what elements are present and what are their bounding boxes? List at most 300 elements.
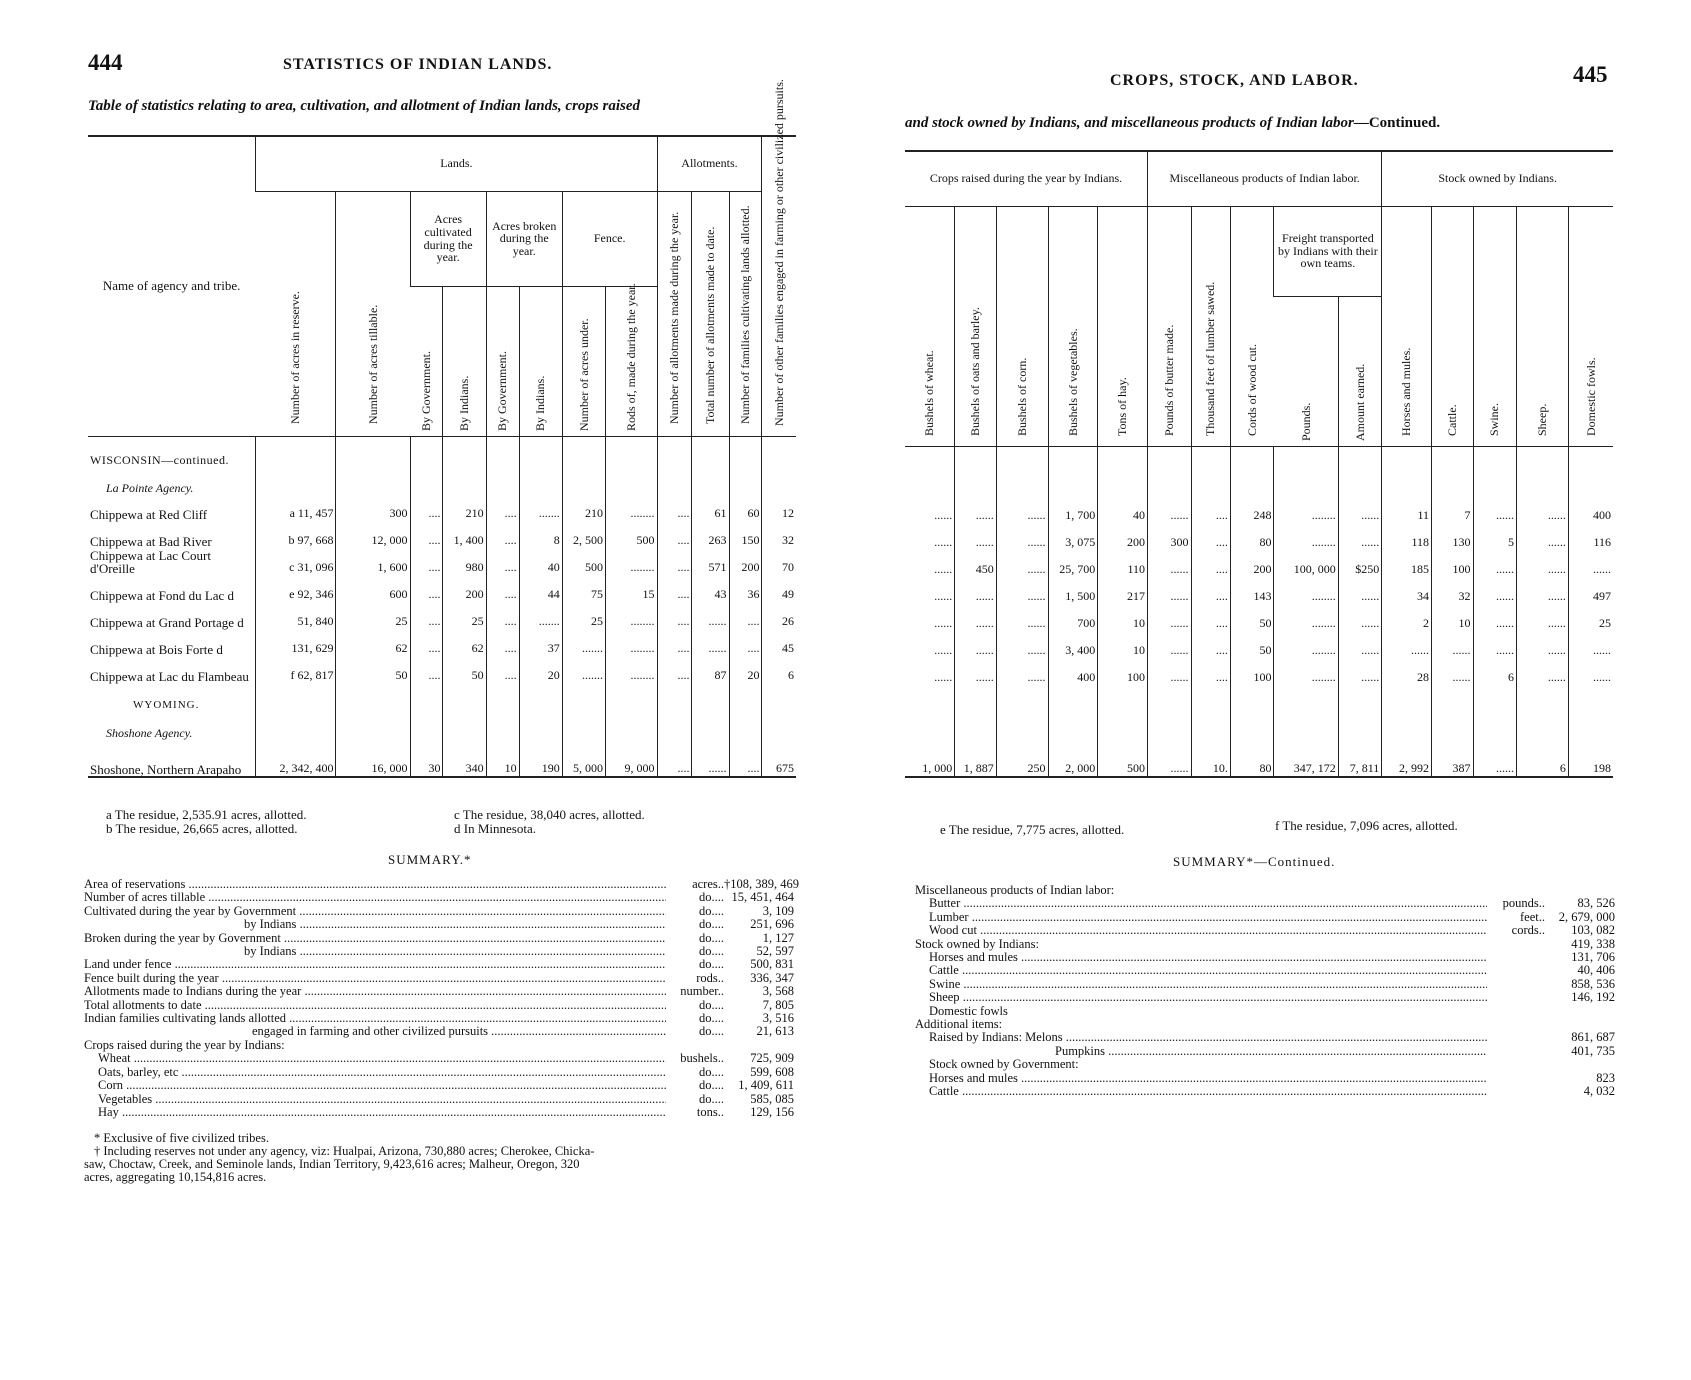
cell-value: 36 (729, 575, 762, 602)
cell-value: .... (410, 629, 443, 656)
header-r2 (955, 206, 996, 446)
summary-value: 131, 706 (1571, 950, 1615, 965)
summary-value (1545, 1058, 1615, 1071)
summary-label-text: Wood cut (929, 924, 977, 938)
summary-label-text: Oats, barley, etc (98, 1065, 179, 1079)
summary-row (915, 951, 1615, 964)
summary-unit: bushels.. (680, 1051, 724, 1066)
cell-value: 80 (1230, 747, 1274, 777)
summary-row (915, 964, 1615, 977)
summary-label (84, 999, 666, 1012)
cell-value: 10 (1098, 604, 1148, 631)
cell-value: 3, 075 (1048, 523, 1098, 550)
summary-row (84, 891, 794, 904)
summary-unit: do.... (699, 1078, 724, 1093)
tribe-name: Chippewa at Lac du Flambeau (90, 669, 249, 684)
summary-value: 419, 338 (1571, 936, 1615, 951)
table-row (88, 548, 796, 575)
summary-label-text: Cattle (929, 1085, 959, 1099)
footnote-a: a The residue, 2,535.91 acres, allotted. (106, 807, 307, 822)
cell-value: 217 (1098, 577, 1148, 604)
caption-tail: —Continued. (1353, 115, 1441, 131)
header-c10 (692, 191, 729, 436)
header-r12 (1432, 206, 1473, 446)
summary-unit: do.... (699, 1064, 724, 1079)
table-row (905, 747, 1613, 777)
summary-list (915, 884, 1615, 1099)
summary-row (915, 884, 1615, 897)
header-r13-text: Swine. (1487, 403, 1502, 436)
summary-unit: do.... (699, 917, 724, 932)
cell-value: ........ (605, 602, 657, 629)
summary-value: 1, 409, 611 (738, 1078, 794, 1093)
summary-unit (1487, 1045, 1545, 1058)
cell-value: 100, 000 (1274, 550, 1338, 577)
cell-value: ...... (996, 658, 1048, 685)
summary-label-text: Raised by Indians: Melons (929, 1031, 1063, 1045)
section-row (88, 711, 796, 739)
cell-value: 250 (996, 747, 1048, 777)
header-c4-text: By Indians. (457, 375, 472, 431)
cell-value: .... (1191, 523, 1230, 550)
footnote-b: b The residue, 26,665 acres, allotted. (106, 821, 298, 836)
cell-value: 2, 500 (562, 521, 605, 548)
page-number: 444 (88, 50, 123, 75)
header-r8-text: Cords of wood cut. (1244, 344, 1259, 436)
summary-label-text: Vegetables (98, 1092, 153, 1106)
header-c11-text: Number of families cultivating lands allotted. (738, 204, 753, 424)
summary-row (915, 1058, 1615, 1071)
cell-value: 340 (443, 739, 486, 777)
header-r15-text: Domestic fowls. (1583, 357, 1598, 436)
cell-value: f 62, 817 (256, 656, 336, 683)
cell-value: 25 (443, 602, 486, 629)
cell-value: .... (1191, 658, 1230, 685)
cell-value: .... (657, 548, 692, 575)
summary-unit: feet.. (1520, 909, 1545, 924)
cell-value: ...... (996, 604, 1048, 631)
cell-value: ...... (1473, 747, 1517, 777)
table-row (88, 656, 796, 683)
cell-value: ...... (1473, 604, 1517, 631)
cell-value: ...... (1517, 604, 1569, 631)
summary-row (84, 932, 794, 945)
summary-value: 15, 451, 464 (731, 890, 794, 905)
header-r10 (1338, 296, 1382, 446)
cell-value: 50 (1230, 631, 1274, 658)
right-page (905, 0, 1615, 1380)
summary-value (1545, 884, 1615, 897)
summary-row (84, 1052, 794, 1065)
cell-value: 198 (1568, 747, 1613, 777)
cell-value: .... (410, 656, 443, 683)
cell-value: 131, 629 (256, 629, 336, 656)
cell-value: 60 (729, 494, 762, 521)
summary-row (84, 905, 794, 918)
summary-label-text: Cultivated during the year by Government (84, 904, 297, 918)
caption-italic: and stock owned by Indians, and miscellaneous products of Indian labor (905, 115, 1354, 131)
summary-label-text: Domestic fowls (929, 1004, 1008, 1018)
header-r15 (1568, 206, 1613, 446)
summary-list (84, 877, 799, 1119)
header-lands: Lands. (256, 136, 657, 191)
cell-value: ...... (1517, 631, 1569, 658)
cell-value: ...... (1517, 496, 1569, 523)
summary-unit (1487, 1072, 1545, 1085)
cell-value: 210 (562, 494, 605, 521)
summary-label (915, 964, 1487, 977)
cell-value: .... (657, 494, 692, 521)
cell-value: .... (486, 602, 519, 629)
summary-row (915, 1045, 1615, 1058)
cell-value: 20 (729, 656, 762, 683)
footnote-d: d In Minnesota. (454, 821, 536, 836)
summary-row (84, 945, 794, 958)
cell-value: 130 (1432, 523, 1473, 550)
tribe-name: Chippewa at Grand Portage d (90, 615, 244, 630)
summary-label (84, 1025, 666, 1038)
summary-label (84, 918, 666, 931)
cell-value: ...... (1338, 631, 1382, 658)
cell-value: ...... (1148, 577, 1192, 604)
summary-label-text: Additional items: (915, 1018, 1003, 1032)
summary-unit: acres.. (692, 877, 724, 891)
cell-value: .... (486, 575, 519, 602)
header-r3-text: Bushels of corn. (1014, 357, 1029, 436)
summary-unit (1487, 978, 1545, 991)
cell-value: 5, 000 (562, 739, 605, 777)
summary-label (915, 1045, 1487, 1058)
table-row (88, 575, 796, 602)
summary-unit (1487, 951, 1545, 964)
summary-label (915, 1031, 1487, 1044)
cell-value: 8 (519, 521, 562, 548)
cell-value: ...... (1148, 747, 1192, 777)
summary-label-text: Stock owned by Indians: (915, 937, 1039, 951)
summary-label (84, 932, 666, 945)
summary-row (84, 1025, 794, 1038)
summary-label (84, 1039, 666, 1052)
header-stock: Stock owned by Indians. (1382, 151, 1613, 206)
cell-value: 62 (443, 629, 486, 656)
cell-value: 450 (955, 550, 996, 577)
summary-note: acres, aggregating 10,154,816 acres. (84, 1170, 267, 1184)
header-r8 (1230, 206, 1274, 446)
section-row (88, 466, 796, 494)
cell-value: 3, 400 (1048, 631, 1098, 658)
header-name (88, 136, 256, 436)
cell-value: ...... (1148, 631, 1192, 658)
cell-value: .... (729, 629, 762, 656)
header-c1-text: Number of acres in reserve. (288, 290, 303, 424)
cell-value: 20 (519, 656, 562, 683)
summary-label (915, 1085, 1487, 1098)
summary-label (84, 891, 666, 904)
summary-unit (666, 1039, 724, 1052)
table-row (905, 658, 1613, 685)
cell-value: 600 (336, 575, 410, 602)
running-head: STATISTICS OF INDIAN LANDS. (283, 56, 553, 73)
summary-label (915, 1072, 1487, 1085)
cell-value: 62 (336, 629, 410, 656)
cell-value: 387 (1432, 747, 1473, 777)
header-r1 (905, 206, 955, 446)
summary-label-text: Sheep (929, 991, 960, 1005)
header-fence: Fence. (562, 191, 657, 286)
summary-label-text: Allotments made to Indians during the year (84, 985, 302, 999)
running-head: CROPS, STOCK, AND LABOR. (1110, 72, 1359, 89)
section-wyoming: WYOMING. (133, 699, 200, 711)
table-row (905, 631, 1613, 658)
cell-value: 675 (762, 739, 796, 777)
cell-value: 50 (1230, 604, 1274, 631)
cell-value: .... (657, 521, 692, 548)
tribe-name: Chippewa at Bad River (90, 534, 212, 549)
summary-unit (1487, 964, 1545, 977)
header-r5 (1098, 206, 1148, 446)
page-number: 445 (1573, 62, 1608, 87)
summary-label-text: Horses and mules (929, 951, 1018, 965)
summary-row (84, 1012, 794, 1025)
cell-value: ...... (692, 739, 729, 777)
summary-value: 725, 909 (750, 1051, 794, 1066)
cell-value: 10 (1432, 604, 1473, 631)
summary-row (84, 1079, 794, 1092)
cell-value: 32 (762, 521, 796, 548)
cell-value: 11 (1382, 496, 1432, 523)
summary-label-text: Crops raised during the year by Indians: (84, 1038, 285, 1052)
summary-label-text: Area of reservations (84, 878, 186, 891)
cell-value: .... (410, 494, 443, 521)
section-row (905, 685, 1613, 747)
header-c12 (762, 79, 796, 436)
summary-value: 1, 127 (762, 930, 794, 945)
table-body-left (88, 436, 796, 777)
cell-value: 70 (762, 548, 796, 575)
header-acres-cultivated: Acres cultivated during the year. (410, 191, 486, 286)
cell-value: ...... (1568, 658, 1613, 685)
summary-value: 103, 082 (1571, 923, 1615, 938)
cell-value: .... (729, 739, 762, 777)
summary-label-text: Broken during the year by Government (84, 931, 281, 945)
table-row (905, 550, 1613, 577)
summary-label-text: Stock owned by Government: (929, 1058, 1079, 1072)
cell-value: ...... (1338, 523, 1382, 550)
cell-value: ...... (1568, 631, 1613, 658)
cell-value: 50 (443, 656, 486, 683)
cell-value: ...... (1517, 550, 1569, 577)
summary-unit: do.... (699, 930, 724, 945)
cell-value: 1, 400 (443, 521, 486, 548)
header-c4 (443, 286, 486, 436)
summary-label (84, 1093, 666, 1106)
cell-value: 110 (1098, 550, 1148, 577)
header-c10-text: Total number of allotments made to date. (703, 226, 718, 424)
section-row (88, 683, 796, 711)
header-c8 (605, 283, 657, 436)
cell-value: .... (410, 575, 443, 602)
cell-value: .... (1191, 577, 1230, 604)
cell-value: 200 (443, 575, 486, 602)
cell-value: 12 (762, 494, 796, 521)
summary-row (915, 1031, 1615, 1044)
cell-value: 497 (1568, 577, 1613, 604)
tribe-name: Chippewa at Red Cliff (90, 507, 208, 522)
cell-value: .... (657, 575, 692, 602)
cell-value: 185 (1382, 550, 1432, 577)
cell-value: ...... (1517, 658, 1569, 685)
header-c9 (657, 191, 692, 436)
summary-row (915, 1018, 1615, 1031)
cell-value: 500 (562, 548, 605, 575)
summary-label-text: Wheat (98, 1052, 131, 1066)
cell-value: 25, 700 (1048, 550, 1098, 577)
cell-value: 10. (1191, 747, 1230, 777)
cell-value: b 97, 668 (256, 521, 336, 548)
summary-unit (1487, 991, 1545, 1004)
cell-value: 40 (1098, 496, 1148, 523)
header-r6 (1148, 206, 1192, 446)
cell-value: ........ (605, 656, 657, 683)
table-caption (905, 115, 1440, 132)
cell-value: 10 (1098, 631, 1148, 658)
cell-value: ....... (562, 656, 605, 683)
cell-value: ...... (1148, 604, 1192, 631)
summary-unit: do.... (699, 890, 724, 905)
header-r7-text: Thousand feet of lumber sawed. (1203, 281, 1218, 436)
footnote-c: c The residue, 38,040 acres, allotted. (454, 807, 645, 822)
header-r9 (1274, 296, 1338, 446)
cell-value: ...... (955, 658, 996, 685)
header-c5-text: By Government. (495, 351, 510, 431)
table-row (905, 577, 1613, 604)
table-row (88, 494, 796, 521)
cell-value: ...... (1148, 658, 1192, 685)
summary-unit: tons.. (696, 1104, 724, 1119)
summary-label (84, 1012, 666, 1025)
summary-label-text: Hay (98, 1105, 119, 1119)
cell-value: 400 (1568, 496, 1613, 523)
cell-value: ...... (1517, 523, 1569, 550)
cell-value: .... (1191, 631, 1230, 658)
cell-value: ........ (1274, 658, 1338, 685)
cell-value: ...... (1338, 658, 1382, 685)
cell-value: ...... (1517, 577, 1569, 604)
cell-value: a 11, 457 (256, 494, 336, 521)
summary-unit (1487, 1085, 1545, 1098)
left-page (84, 0, 799, 1380)
cell-value: ...... (1473, 631, 1517, 658)
summary-note: * Exclusive of five civilized tribes. (94, 1131, 269, 1145)
cell-value: ...... (955, 496, 996, 523)
cell-value: 9, 000 (605, 739, 657, 777)
summary-row (915, 897, 1615, 910)
cell-value: ...... (1148, 496, 1192, 523)
summary-value: 2, 679, 000 (1558, 909, 1615, 924)
tribe-name: Chippewa at Fond du Lac d (90, 588, 235, 603)
summary-value: 251, 696 (750, 917, 794, 932)
footnote-f: f The residue, 7,096 acres, allotted. (1275, 818, 1458, 833)
summary-label (915, 1018, 1487, 1031)
cell-value: ...... (1382, 631, 1432, 658)
tribe-name: Chippewa at Bois Forte d (90, 642, 223, 657)
summary-row (915, 978, 1615, 991)
cell-value: ...... (1338, 496, 1382, 523)
summary-label (915, 1058, 1487, 1071)
summary-row (84, 1066, 794, 1079)
cell-value: ...... (955, 523, 996, 550)
cell-value: ....... (519, 494, 562, 521)
section-la-pointe: La Pointe Agency. (106, 481, 194, 495)
cell-value: 1, 700 (1048, 496, 1098, 523)
table-row (88, 602, 796, 629)
summary-value: 599, 608 (750, 1064, 794, 1079)
cell-value: .... (410, 602, 443, 629)
summary-unit: do.... (699, 903, 724, 918)
summary-label-text: Lumber (929, 910, 969, 924)
cell-value: ...... (934, 508, 953, 522)
header-c5 (486, 286, 519, 436)
summary-label (84, 1066, 666, 1079)
cell-value: ........ (1274, 577, 1338, 604)
summary-label-text: Fence built during the year (84, 971, 219, 985)
tribe-name: Chippewa at Lac Court d'Oreille (90, 548, 211, 576)
header-r3 (996, 206, 1048, 446)
summary-row (915, 1005, 1615, 1018)
summary-unit (1487, 1031, 1545, 1044)
header-r7 (1191, 206, 1230, 446)
cell-value: ...... (1473, 550, 1517, 577)
cell-value: 190 (519, 739, 562, 777)
summary-label (84, 905, 666, 918)
summary-value: 40, 406 (1577, 963, 1615, 978)
cell-value: .... (657, 739, 692, 777)
cell-value: 49 (762, 575, 796, 602)
header-r12-text: Cattle. (1444, 404, 1459, 436)
summary-value: 401, 735 (1571, 1043, 1615, 1058)
summary-unit: do.... (699, 997, 724, 1012)
header-freight: Freight transported by Indians with their own teams. (1274, 206, 1382, 296)
cell-value: ...... (692, 629, 729, 656)
cell-value: 150 (729, 521, 762, 548)
summary-unit: pounds.. (1502, 896, 1545, 911)
summary-unit: do.... (699, 944, 724, 959)
cell-value: ...... (1338, 577, 1382, 604)
summary-label (915, 884, 1487, 897)
summary-label (84, 1052, 666, 1065)
summary-label (84, 1079, 666, 1092)
cell-value: 7, 811 (1338, 747, 1382, 777)
cell-value: .... (486, 629, 519, 656)
header-c6-text: By Indians. (533, 375, 548, 431)
header-r9-text: Pounds. (1298, 402, 1313, 441)
cell-value: ........ (1274, 604, 1338, 631)
cell-value: .... (410, 548, 443, 575)
cell-value: 6 (1473, 658, 1517, 685)
table-row (88, 629, 796, 656)
summary-value: 7, 805 (762, 997, 794, 1012)
cell-value: 2, 342, 400 (256, 739, 336, 777)
cell-value: .... (486, 494, 519, 521)
cell-value: 6 (762, 656, 796, 683)
header-c1 (256, 191, 336, 436)
summary-note: saw, Choctaw, Creek, and Seminole lands, Indian Territory, 9,423,616 acres; Malheur, Oregon, 320 (84, 1157, 580, 1171)
header-r4-text: Bushels of vegetables. (1065, 328, 1080, 436)
cell-value: 5 (1473, 523, 1517, 550)
cell-value: ........ (605, 548, 657, 575)
header-c7 (562, 286, 605, 436)
cell-value: 40 (519, 548, 562, 575)
